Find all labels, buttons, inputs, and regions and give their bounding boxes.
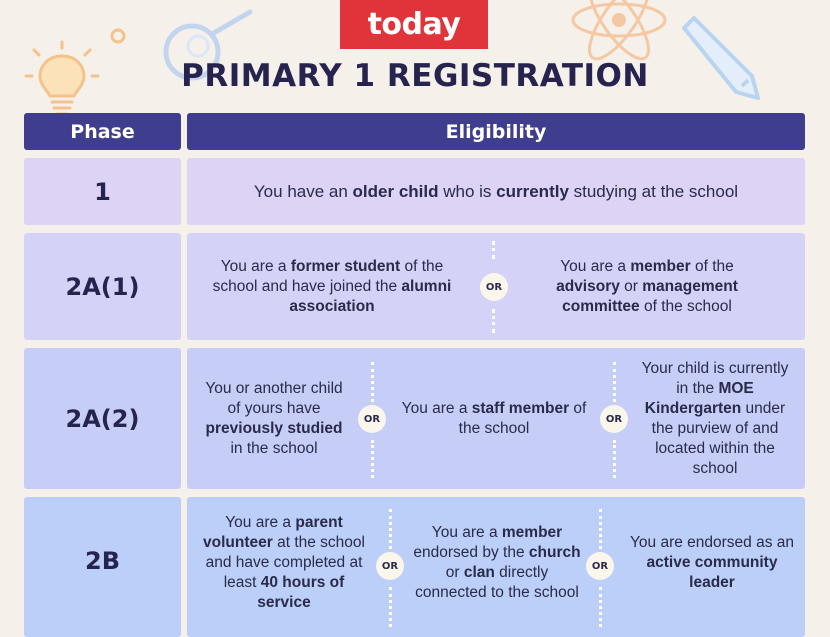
eligibility-column-header: Eligibility [187, 113, 805, 150]
emphasis-text: 40 hours of service [257, 574, 345, 611]
text-run: under the purview of and located within the school [651, 399, 786, 477]
text-run: or [619, 277, 643, 295]
emphasis-text: clan [463, 564, 495, 581]
divider [389, 587, 392, 627]
divider [492, 309, 495, 333]
criterion-text [395, 399, 593, 439]
atom-icon [564, 0, 674, 64]
text-run: endorsed by the [413, 544, 529, 561]
criterion [635, 348, 795, 489]
or-badge: OR [358, 405, 386, 433]
text-run: You are a [431, 524, 502, 541]
text-run: of the school and have joined the [212, 257, 444, 295]
text-run: directly connected to the school [415, 564, 579, 601]
criterion [212, 233, 452, 340]
criterion-text [199, 513, 369, 613]
divider [599, 509, 602, 549]
emphasis-text: active community leader [646, 554, 778, 591]
criterion-text [532, 257, 762, 317]
criterion-text [635, 359, 795, 479]
emphasis-text: previously studied [205, 419, 343, 437]
divider [613, 440, 616, 478]
or-badge: OR [480, 273, 508, 301]
phase-column-header: Phase [24, 113, 181, 150]
eligibility-row [187, 158, 805, 225]
criterion [187, 158, 805, 225]
text-run: You are endorsed as an [629, 534, 795, 551]
eligibility-row [187, 233, 805, 340]
criterion [395, 348, 593, 489]
criterion [412, 515, 582, 611]
divider [371, 362, 374, 402]
divider [492, 241, 495, 259]
criterion [199, 348, 349, 489]
phase-cell: 2B [24, 497, 181, 637]
phase-cell: 2A(2) [24, 348, 181, 489]
text-run: You are a [560, 257, 631, 275]
criterion-text [212, 257, 452, 317]
text-run: You or another child of yours have [205, 379, 343, 417]
eligibility-row [187, 348, 805, 489]
divider [613, 362, 616, 402]
text-run: You are a [220, 257, 291, 275]
phase-cell: 2A(1) [24, 233, 181, 340]
criterion [627, 515, 797, 611]
criterion-text [254, 182, 738, 202]
text-run: You have an [253, 181, 353, 201]
emphasis-text: alumni association [289, 277, 452, 315]
emphasis-text: church [528, 544, 581, 561]
text-run: at the school and have completed at least [205, 534, 365, 591]
or-badge: OR [600, 405, 628, 433]
emphasis-text: MOE Kindergarten [644, 379, 754, 417]
emphasis-text: former student [290, 257, 401, 275]
emphasis-text: advisory [556, 277, 620, 295]
emphasis-text: parent volunteer [203, 514, 343, 551]
emphasis-text: older child [352, 181, 439, 201]
divider [599, 587, 602, 627]
divider [371, 440, 374, 478]
text-run: Your child is currently in the [641, 359, 789, 397]
emphasis-text: management committee [562, 277, 738, 315]
text-run: of the school [458, 399, 587, 437]
or-badge: OR [586, 552, 614, 580]
criterion-text [627, 533, 797, 593]
text-run: who is [438, 181, 497, 201]
today-logo: today [340, 0, 488, 49]
emphasis-text: staff member [471, 399, 570, 417]
eligibility-row [187, 497, 805, 637]
text-run: of the [690, 257, 734, 275]
phase-cell: 1 [24, 158, 181, 225]
text-run: You are a [401, 399, 472, 417]
text-run: or [445, 564, 464, 581]
or-badge: OR [376, 552, 404, 580]
page-title: PRIMARY 1 REGISTRATION [181, 58, 649, 94]
criterion-text [412, 523, 582, 603]
criterion [199, 515, 369, 611]
divider [389, 509, 392, 549]
text-run: in the school [230, 439, 318, 457]
text-run: studying at the school [568, 181, 739, 201]
emphasis-text: currently [496, 181, 569, 201]
criterion [532, 233, 762, 340]
emphasis-text: member [630, 257, 691, 275]
criterion-text [199, 379, 349, 459]
small-circle-icon [108, 26, 128, 46]
emphasis-text: member [501, 524, 563, 541]
text-run: You are a [225, 514, 296, 531]
text-run: of the school [639, 297, 732, 315]
